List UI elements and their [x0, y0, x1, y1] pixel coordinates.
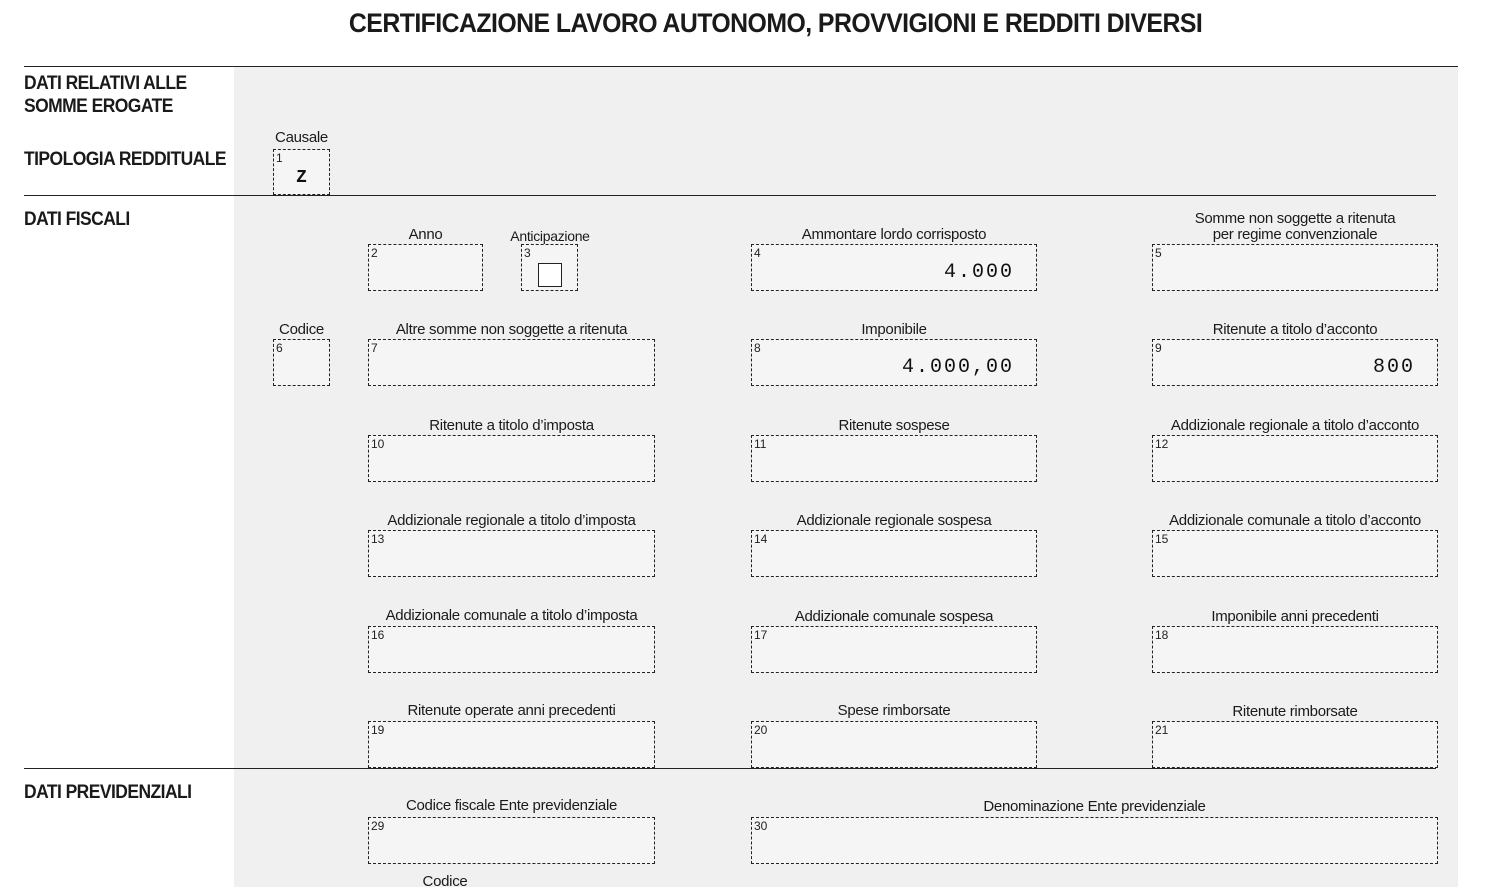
field-add-regionale-imposta[interactable]: [368, 530, 655, 577]
label-add-regionale-imposta: Addizionale regionale a titolo d’imposta: [387, 512, 636, 529]
field-value: Z: [296, 168, 307, 188]
label-causale: Causale: [275, 129, 328, 146]
field-number: 13: [371, 532, 385, 546]
label-anticipazione: Anticipazione: [510, 228, 590, 244]
field-anno[interactable]: [368, 244, 483, 291]
field-imponibile-anni-precedenti[interactable]: [1152, 626, 1438, 673]
label-spese-rimborsate: Spese rimborsate: [837, 702, 951, 719]
page-title: CERTIFICAZIONE LAVORO AUTONOMO, PROVVIGIONI E REDDITI DIVERSI: [348, 8, 1203, 38]
field-value: 4.000: [943, 261, 1014, 284]
label-anno: Anno: [408, 226, 443, 243]
label-ritenute-rimborsate: Ritenute rimborsate: [1232, 703, 1358, 720]
field-add-comunale-acconto[interactable]: [1152, 530, 1438, 577]
label-add-regionale-acconto: Addizionale regionale a titolo d’acconto: [1170, 417, 1420, 434]
field-number: 21: [1155, 723, 1169, 737]
field-ritenute-acconto[interactable]: [1152, 339, 1438, 386]
label-add-comunale-imposta: Addizionale comunale a titolo d’imposta: [385, 607, 638, 624]
field-number: 30: [754, 819, 768, 833]
label-line2: per regime convenzionale: [1212, 226, 1378, 243]
divider-previdenziali: [24, 768, 1436, 769]
field-denominazione-ente[interactable]: [751, 817, 1438, 864]
field-ritenute-rimborsate[interactable]: [1152, 721, 1438, 768]
divider-fiscali: [24, 195, 1436, 196]
field-value: 800: [1372, 356, 1415, 379]
section-dati-fiscali: DATI FISCALI: [24, 209, 130, 230]
label-codice: Codice: [279, 321, 324, 338]
label-ritenute-sospese: Ritenute sospese: [838, 417, 950, 434]
field-imponibile[interactable]: [751, 339, 1037, 386]
label-ritenute-imposta: Ritenute a titolo d’imposta: [429, 417, 594, 434]
field-number: 16: [371, 628, 385, 642]
field-number: 9: [1155, 341, 1162, 355]
field-number: 3: [524, 246, 531, 260]
field-number: 15: [1155, 532, 1169, 546]
field-number: 6: [276, 341, 283, 355]
field-number: 8: [754, 341, 761, 355]
field-number: 11: [754, 437, 767, 451]
label-ammontare-lordo: Ammontare lordo corrisposto: [801, 226, 987, 243]
field-ritenute-anni-precedenti[interactable]: [368, 721, 655, 768]
label-imponibile: Imponibile: [861, 321, 927, 338]
label-denominazione-ente: Denominazione Ente previdenziale: [983, 798, 1206, 815]
field-number: 29: [371, 819, 385, 833]
label-add-regionale-sospesa: Addizionale regionale sospesa: [796, 512, 992, 529]
label-ritenute-anni-precedenti: Ritenute operate anni precedenti: [407, 702, 616, 719]
field-number: 19: [371, 723, 385, 737]
field-altre-somme[interactable]: [368, 339, 655, 386]
field-number: 4: [754, 246, 761, 260]
field-number: 18: [1155, 628, 1169, 642]
field-value: 4.000,00: [901, 356, 1014, 379]
section-somme-line2: SOMME EROGATE: [24, 96, 173, 117]
field-ritenute-imposta[interactable]: [368, 435, 655, 482]
field-add-comunale-sospesa[interactable]: [751, 626, 1037, 673]
label-somme-regime-convenzionale: [1152, 212, 1438, 242]
label-codice-bottom: Codice: [422, 873, 468, 890]
label-imponibile-anni-precedenti: Imponibile anni precedenti: [1211, 608, 1379, 625]
label-add-comunale-acconto: Addizionale comunale a titolo d’acconto: [1169, 512, 1421, 529]
field-number: 10: [371, 437, 385, 451]
divider-top: [24, 66, 1458, 67]
section-tipologia-reddituale: TIPOLOGIA REDDITUALE: [24, 149, 226, 170]
label-add-comunale-sospesa: Addizionale comunale sospesa: [794, 608, 994, 625]
field-spese-rimborsate[interactable]: [751, 721, 1037, 768]
field-anticipazione[interactable]: [521, 244, 578, 291]
field-number: 20: [754, 723, 768, 737]
label-cf-ente-previdenziale: Codice fiscale Ente previdenziale: [405, 797, 618, 814]
field-number: 12: [1155, 437, 1169, 451]
field-number: 1: [276, 151, 283, 165]
label-altre-somme: Altre somme non soggette a ritenuta: [395, 321, 628, 338]
field-cf-ente-previdenziale[interactable]: [368, 817, 655, 864]
field-add-comunale-imposta[interactable]: [368, 626, 655, 673]
anticipazione-checkbox[interactable]: [538, 263, 562, 287]
field-somme-regime-convenzionale[interactable]: [1152, 244, 1438, 291]
section-somme-line1: DATI RELATIVI ALLE: [24, 73, 187, 94]
section-somme-erogate: [24, 72, 187, 118]
field-number: 17: [754, 628, 768, 642]
field-number: 2: [371, 246, 378, 260]
field-ammontare-lordo[interactable]: [751, 244, 1037, 291]
section-dati-previdenziali: DATI PREVIDENZIALI: [24, 782, 192, 803]
field-number: 7: [371, 341, 378, 355]
field-add-regionale-acconto[interactable]: [1152, 435, 1438, 482]
field-codice[interactable]: [273, 339, 330, 386]
label-line1: Somme non soggette a ritenuta: [1194, 210, 1396, 227]
field-number: 5: [1155, 246, 1162, 260]
label-ritenute-acconto: Ritenute a titolo d’acconto: [1212, 321, 1378, 338]
field-add-regionale-sospesa[interactable]: [751, 530, 1037, 577]
field-causale[interactable]: [273, 149, 330, 195]
field-ritenute-sospese[interactable]: [751, 435, 1037, 482]
field-number: 14: [754, 532, 768, 546]
